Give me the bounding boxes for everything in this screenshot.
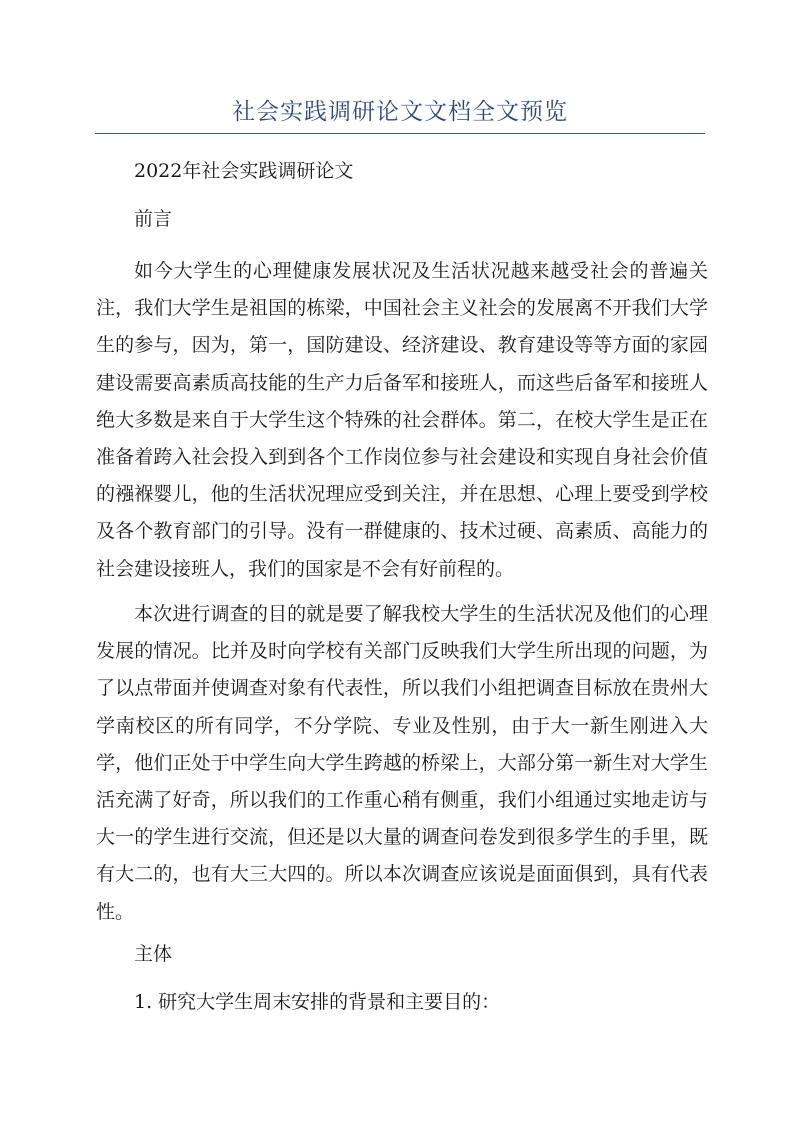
document-subtitle: 2022年社会实践调研论文 (134, 160, 354, 182)
title-divider (95, 133, 705, 134)
section-heading-preface: 前言 (134, 208, 173, 230)
body-paragraph: 本次进行调查的目的就是要了解我校大学生的生活状况及他们的心理发展的情况。比并及时向学校有关部门反映我们大学生所出现的问题，为了以点带面并使调查对象有代表性，所以我们小组把调查目标放在贵州大学南校区的所有同学，不分学院、专业及性别，由于大一新生刚进入大学，他们正处于中学生向大学生跨越的桥梁上，大部分第一新生对大学生活充满了好奇，所以我们的工作重心稍有侧重，我们小组通过实地走访与大一的学生进行交流，但还是以大量的调查问卷发到很多学生的手里，既有大二的，也有大三大四的。所以本次调查应该说是面面俱到，具有代表性。 (96, 603, 708, 923)
numbered-item: 1. 研究大学生周末安排的背景和主要目的： (134, 991, 501, 1013)
document-title: 社会实践调研论文文档全文预览 (232, 99, 568, 125)
body-paragraph: 如今大学生的心理健康发展状况及生活状况越来越受社会的普遍关注，我们大学生是祖国的栋梁，中国社会主义社会的发展离不开我们大学生的参与，因为，第一，国防建设、经济建设、教育建设等等方面的家园建设需要高素质高技能的生产力后备军和接班人，而这些后备军和接班人绝大多数是来自于大学生这个特殊的社会群体。第二，在校大学生是正在准备着跨入社会投入到到各个工作岗位参与社会建设和实现自身社会价值的襁褓婴儿，他的生活状况理应受到关注，并在思想、心理上要受到学校及各个教育部门的引导。没有一群健康的、技术过硬、高素质、高能力的社会建设接班人，我们的国家是不会有好前程的。 (96, 260, 708, 580)
section-heading-body: 主体 (134, 943, 173, 965)
